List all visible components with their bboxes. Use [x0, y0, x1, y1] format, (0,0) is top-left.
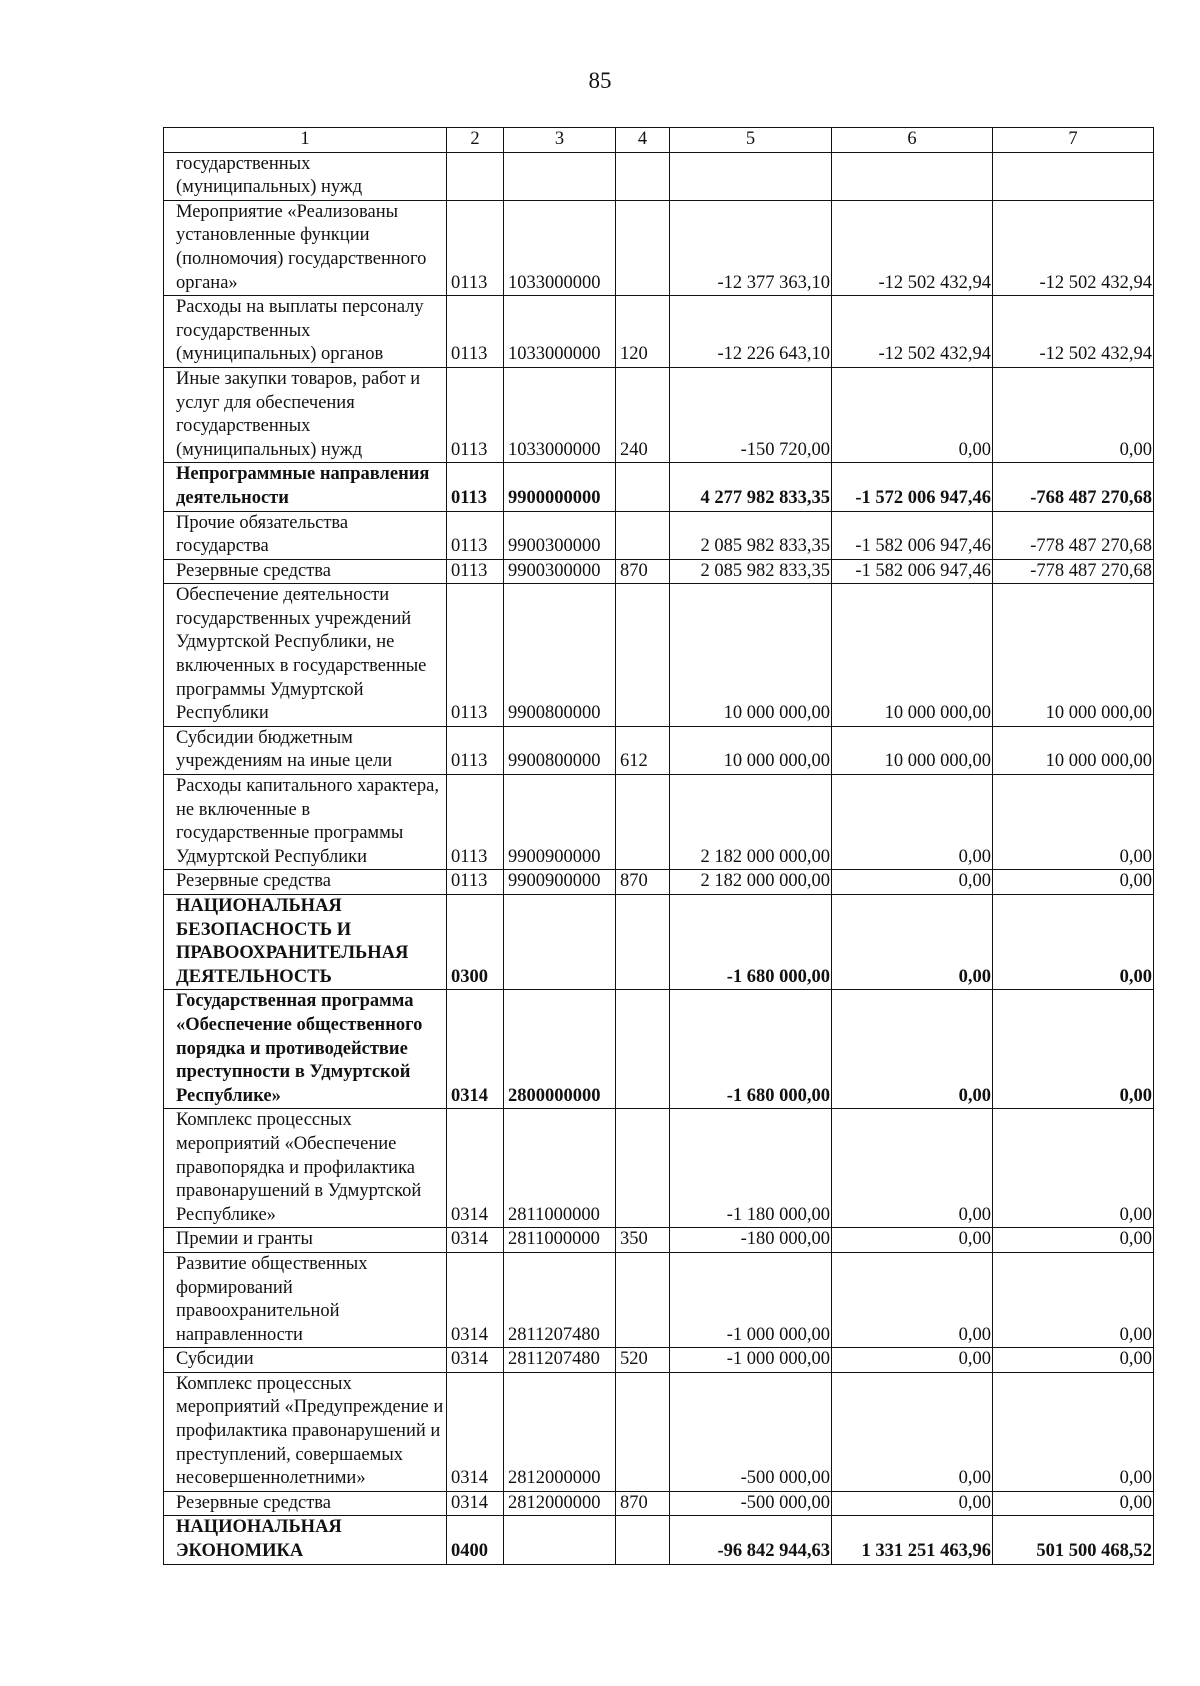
- expense-type-cell: [616, 1516, 670, 1564]
- amount-col5-cell: -12 377 363,10: [670, 200, 832, 295]
- amount-col6-cell: 0,00: [832, 1252, 993, 1347]
- amount-col6-cell: 0,00: [832, 775, 993, 870]
- expense-type-cell: 870: [616, 1491, 670, 1516]
- table-row: [164, 584, 1154, 727]
- row-name-cell: Субсидии бюджетным учреждениям на иные цели: [164, 726, 447, 774]
- row-name-cell: государственных (муниципальных) нужд: [164, 152, 447, 200]
- amount-col7-cell: 10 000 000,00: [993, 584, 1154, 727]
- section-code-cell: 0314: [447, 1491, 504, 1516]
- table-row: [164, 775, 1154, 870]
- table-body: [164, 128, 1154, 1565]
- amount-col7-cell: 0,00: [993, 870, 1154, 895]
- section-code-cell: 0113: [447, 463, 504, 511]
- target-article-cell: 9900300000: [504, 559, 616, 584]
- target-article-cell: 9900800000: [504, 584, 616, 727]
- column-header: 7: [993, 128, 1154, 153]
- target-article-cell: 9900900000: [504, 870, 616, 895]
- amount-col5-cell: 4 277 982 833,35: [670, 463, 832, 511]
- table-row: [164, 367, 1154, 462]
- table-row: [164, 870, 1154, 895]
- expense-type-cell: 350: [616, 1228, 670, 1253]
- column-header: 6: [832, 128, 993, 153]
- row-name-cell: Иные закупки товаров, работ и услуг для обеспечения государственных (муниципальных) нужд: [164, 367, 447, 462]
- amount-col7-cell: 0,00: [993, 990, 1154, 1109]
- section-code-cell: 0300: [447, 895, 504, 990]
- amount-col7-cell: 0,00: [993, 367, 1154, 462]
- table-row: [164, 559, 1154, 584]
- amount-col6-cell: 0,00: [832, 367, 993, 462]
- target-article-cell: [504, 1516, 616, 1564]
- table-row: [164, 726, 1154, 774]
- amount-col6-cell: 0,00: [832, 1372, 993, 1491]
- column-header: 4: [616, 128, 670, 153]
- expense-type-cell: 612: [616, 726, 670, 774]
- amount-col6-cell: -12 502 432,94: [832, 200, 993, 295]
- amount-col7-cell: 0,00: [993, 1109, 1154, 1228]
- amount-col7-cell: 0,00: [993, 895, 1154, 990]
- amount-col5-cell: -12 226 643,10: [670, 296, 832, 368]
- column-header: 5: [670, 128, 832, 153]
- row-name-cell: Развитие общественных формирований правоохранительной направленности: [164, 1252, 447, 1347]
- amount-col7-cell: [993, 152, 1154, 200]
- section-code-cell: 0400: [447, 1516, 504, 1564]
- column-header-row: [164, 128, 1154, 153]
- section-code-cell: 0113: [447, 726, 504, 774]
- target-article-cell: 2811207480: [504, 1252, 616, 1347]
- expense-type-cell: [616, 152, 670, 200]
- amount-col6-cell: -1 582 006 947,46: [832, 559, 993, 584]
- amount-col6-cell: 0,00: [832, 1348, 993, 1373]
- expense-type-cell: 520: [616, 1348, 670, 1373]
- amount-col5-cell: 2 085 982 833,35: [670, 511, 832, 559]
- section-code-cell: 0113: [447, 296, 504, 368]
- target-article-cell: 2812000000: [504, 1491, 616, 1516]
- target-article-cell: 2811000000: [504, 1228, 616, 1253]
- row-name-cell: Субсидии: [164, 1348, 447, 1373]
- expense-type-cell: [616, 895, 670, 990]
- row-name-cell: Расходы капитального характера, не включенные в государственные программы Удмуртской Республики: [164, 775, 447, 870]
- column-header: 2: [447, 128, 504, 153]
- amount-col6-cell: 0,00: [832, 895, 993, 990]
- amount-col5-cell: -150 720,00: [670, 367, 832, 462]
- amount-col6-cell: 0,00: [832, 870, 993, 895]
- amount-col7-cell: 0,00: [993, 1348, 1154, 1373]
- target-article-cell: 9900000000: [504, 463, 616, 511]
- table-row: [164, 1516, 1154, 1564]
- target-article-cell: 1033000000: [504, 296, 616, 368]
- row-name-cell: Прочие обязательства государства: [164, 511, 447, 559]
- amount-col5-cell: -1 180 000,00: [670, 1109, 832, 1228]
- expense-type-cell: [616, 200, 670, 295]
- expense-type-cell: [616, 775, 670, 870]
- expense-type-cell: 120: [616, 296, 670, 368]
- amount-col7-cell: -778 487 270,68: [993, 559, 1154, 584]
- section-code-cell: 0314: [447, 1252, 504, 1347]
- amount-col5-cell: -500 000,00: [670, 1372, 832, 1491]
- amount-col5-cell: -1 680 000,00: [670, 895, 832, 990]
- amount-col6-cell: 0,00: [832, 1109, 993, 1228]
- section-code-cell: 0113: [447, 559, 504, 584]
- column-header: 3: [504, 128, 616, 153]
- target-article-cell: 2800000000: [504, 990, 616, 1109]
- amount-col6-cell: -12 502 432,94: [832, 296, 993, 368]
- amount-col6-cell: 0,00: [832, 1228, 993, 1253]
- amount-col5-cell: -1 000 000,00: [670, 1348, 832, 1373]
- target-article-cell: [504, 895, 616, 990]
- amount-col6-cell: [832, 152, 993, 200]
- table-row: [164, 511, 1154, 559]
- expense-type-cell: 240: [616, 367, 670, 462]
- amount-col7-cell: 10 000 000,00: [993, 726, 1154, 774]
- section-code-cell: 0113: [447, 367, 504, 462]
- table-row: [164, 1228, 1154, 1253]
- row-name-cell: Резервные средства: [164, 1491, 447, 1516]
- table-row: [164, 200, 1154, 295]
- amount-col5-cell: -1 680 000,00: [670, 990, 832, 1109]
- amount-col7-cell: 0,00: [993, 1228, 1154, 1253]
- amount-col7-cell: 0,00: [993, 775, 1154, 870]
- budget-table: [163, 127, 1154, 1565]
- section-code-cell: 0314: [447, 1109, 504, 1228]
- target-article-cell: 1033000000: [504, 367, 616, 462]
- target-article-cell: 2812000000: [504, 1372, 616, 1491]
- expense-type-cell: [616, 511, 670, 559]
- amount-col6-cell: 1 331 251 463,96: [832, 1516, 993, 1564]
- target-article-cell: 2811000000: [504, 1109, 616, 1228]
- row-name-cell: Расходы на выплаты персоналу государственных (муниципальных) органов: [164, 296, 447, 368]
- amount-col5-cell: -180 000,00: [670, 1228, 832, 1253]
- row-name-cell: Комплекс процессных мероприятий «Предупреждение и профилактика правонарушений и преступлений, совершаемых несовершеннолетними»: [164, 1372, 447, 1491]
- row-name-cell: Государственная программа «Обеспечение общественного порядка и противодействие преступности в Удмуртской Республике»: [164, 990, 447, 1109]
- section-code-cell: 0314: [447, 1228, 504, 1253]
- amount-col7-cell: -778 487 270,68: [993, 511, 1154, 559]
- amount-col7-cell: -12 502 432,94: [993, 296, 1154, 368]
- row-name-cell: Непрограммные направления деятельности: [164, 463, 447, 511]
- amount-col5-cell: 2 182 000 000,00: [670, 870, 832, 895]
- row-name-cell: НАЦИОНАЛЬНАЯ ЭКОНОМИКА: [164, 1516, 447, 1564]
- section-code-cell: 0314: [447, 1348, 504, 1373]
- table-row: [164, 1252, 1154, 1347]
- amount-col7-cell: 501 500 468,52: [993, 1516, 1154, 1564]
- expense-type-cell: [616, 1372, 670, 1491]
- section-code-cell: 0113: [447, 200, 504, 295]
- target-article-cell: 9900900000: [504, 775, 616, 870]
- section-code-cell: 0113: [447, 584, 504, 727]
- expense-type-cell: 870: [616, 870, 670, 895]
- section-code-cell: 0113: [447, 511, 504, 559]
- table-row: [164, 895, 1154, 990]
- row-name-cell: Обеспечение деятельности государственных учреждений Удмуртской Республики, не включенных в государственные программы Удмуртской Республики: [164, 584, 447, 727]
- amount-col5-cell: -1 000 000,00: [670, 1252, 832, 1347]
- amount-col5-cell: 2 182 000 000,00: [670, 775, 832, 870]
- table-row: [164, 1109, 1154, 1228]
- row-name-cell: Комплекс процессных мероприятий «Обеспечение правопорядка и профилактика правонарушений в Удмуртской Республике»: [164, 1109, 447, 1228]
- amount-col5-cell: 2 085 982 833,35: [670, 559, 832, 584]
- expense-type-cell: [616, 990, 670, 1109]
- row-name-cell: Резервные средства: [164, 559, 447, 584]
- row-name-cell: Резервные средства: [164, 870, 447, 895]
- table-row: [164, 1491, 1154, 1516]
- expense-type-cell: [616, 1252, 670, 1347]
- page-number: 85: [588, 68, 612, 93]
- amount-col6-cell: -1 582 006 947,46: [832, 511, 993, 559]
- table-row: [164, 296, 1154, 368]
- amount-col7-cell: 0,00: [993, 1372, 1154, 1491]
- amount-col7-cell: -768 487 270,68: [993, 463, 1154, 511]
- expense-type-cell: 870: [616, 559, 670, 584]
- expense-type-cell: [616, 463, 670, 511]
- section-code-cell: 0314: [447, 1372, 504, 1491]
- section-code-cell: 0113: [447, 775, 504, 870]
- target-article-cell: 9900300000: [504, 511, 616, 559]
- amount-col6-cell: -1 572 006 947,46: [832, 463, 993, 511]
- expense-type-cell: [616, 584, 670, 727]
- table-row: [164, 152, 1154, 200]
- row-name-cell: Мероприятие «Реализованы установленные функции (полномочия) государственного органа»: [164, 200, 447, 295]
- table-row: [164, 990, 1154, 1109]
- amount-col6-cell: 0,00: [832, 990, 993, 1109]
- row-name-cell: НАЦИОНАЛЬНАЯ БЕЗОПАСНОСТЬ И ПРАВООХРАНИТЕЛЬНАЯ ДЕЯТЕЛЬНОСТЬ: [164, 895, 447, 990]
- target-article-cell: 9900800000: [504, 726, 616, 774]
- section-code-cell: [447, 152, 504, 200]
- target-article-cell: 2811207480: [504, 1348, 616, 1373]
- expense-type-cell: [616, 1109, 670, 1228]
- amount-col7-cell: -12 502 432,94: [993, 200, 1154, 295]
- section-code-cell: 0113: [447, 870, 504, 895]
- amount-col7-cell: 0,00: [993, 1252, 1154, 1347]
- section-code-cell: 0314: [447, 990, 504, 1109]
- amount-col5-cell: -96 842 944,63: [670, 1516, 832, 1564]
- table-row: [164, 463, 1154, 511]
- table-row: [164, 1348, 1154, 1373]
- amount-col6-cell: 10 000 000,00: [832, 726, 993, 774]
- amount-col5-cell: -500 000,00: [670, 1491, 832, 1516]
- amount-col5-cell: [670, 152, 832, 200]
- amount-col6-cell: 10 000 000,00: [832, 584, 993, 727]
- amount-col7-cell: 0,00: [993, 1491, 1154, 1516]
- amount-col5-cell: 10 000 000,00: [670, 726, 832, 774]
- table-row: [164, 1372, 1154, 1491]
- row-name-cell: Премии и гранты: [164, 1228, 447, 1253]
- target-article-cell: 1033000000: [504, 200, 616, 295]
- column-header: 1: [164, 128, 447, 153]
- target-article-cell: [504, 152, 616, 200]
- amount-col5-cell: 10 000 000,00: [670, 584, 832, 727]
- amount-col6-cell: 0,00: [832, 1491, 993, 1516]
